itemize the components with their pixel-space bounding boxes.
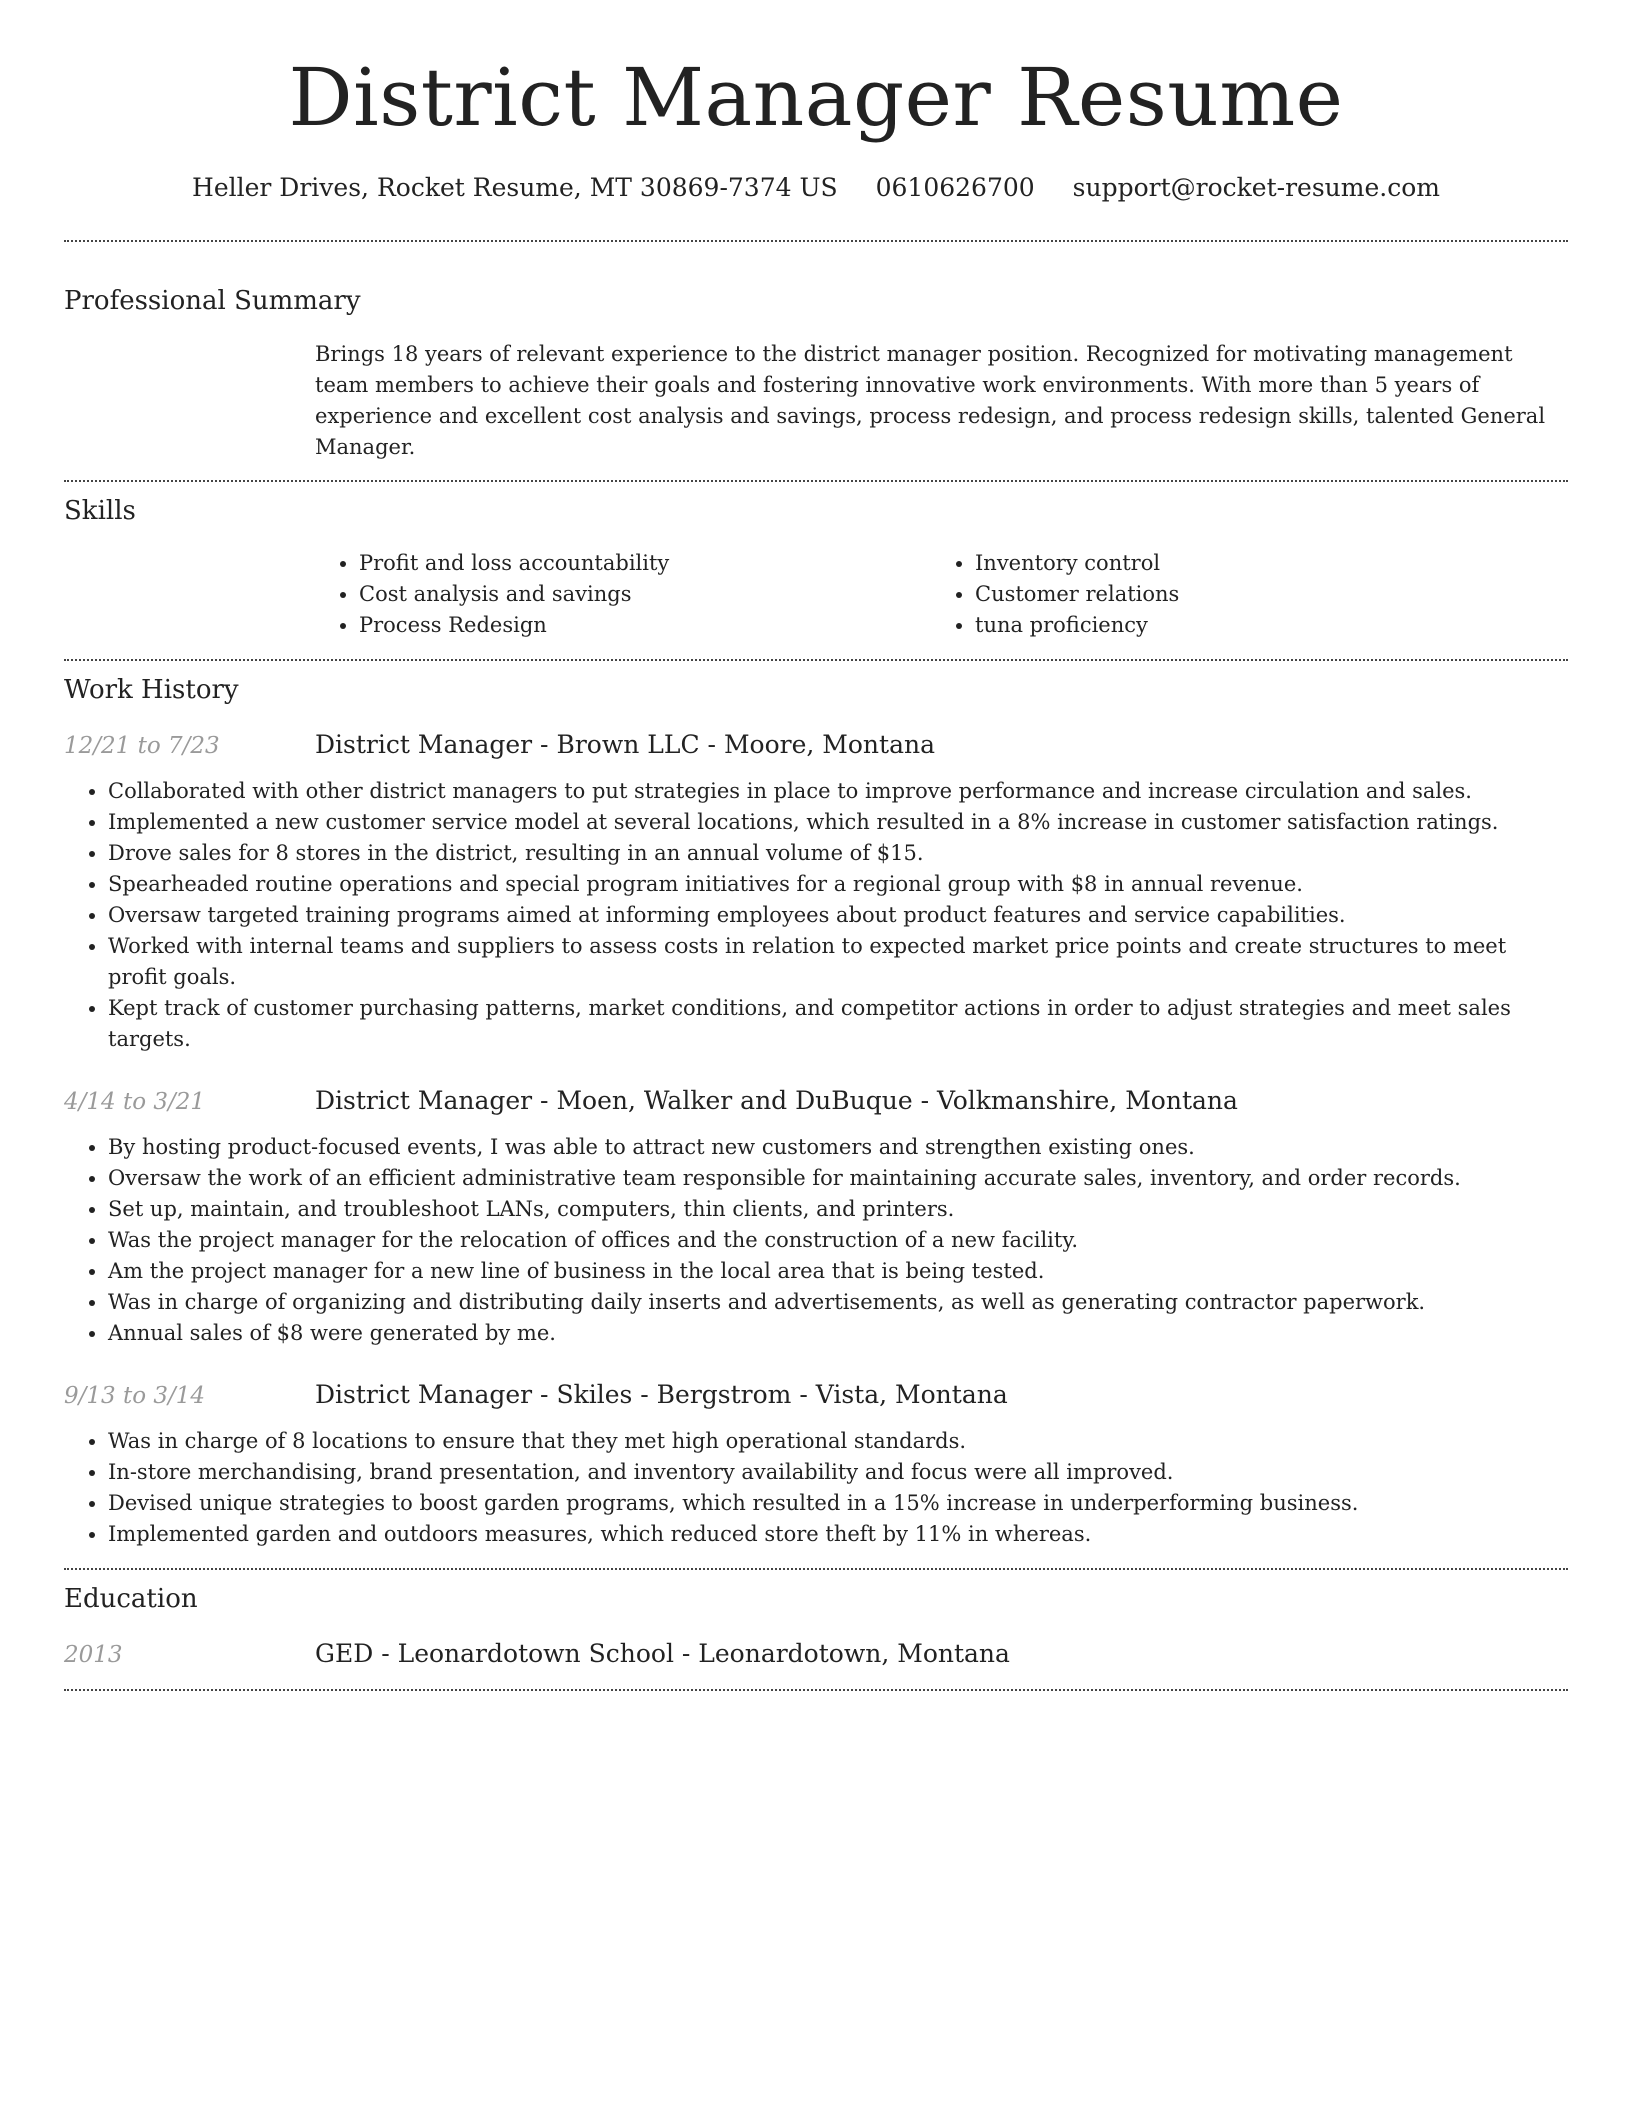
job-header [64, 729, 1568, 762]
education-heading: Education [64, 1584, 198, 1614]
education-year: 2013 [64, 1642, 123, 1668]
job-title: District Manager - Brown LLC - Moore, Montana [315, 730, 935, 759]
resume-title: District Manager Resume [288, 51, 1344, 144]
job-bullet: • Oversaw the work of an efficient administrative team responsible for maintaining accurate sales, inventory, and order records. [108, 1163, 1568, 1194]
job-dates: 9/13 to 3/14 [64, 1383, 206, 1409]
job-bullet: • Was in charge of 8 locations to ensure that they met high operational standards. [108, 1426, 1568, 1457]
skill-item: • Cost analysis and savings [359, 579, 931, 610]
job-bullet: • In-store merchandising, brand presentation, and inventory availability and focus were all improved. [108, 1457, 1568, 1488]
job-bullets [64, 1132, 1568, 1349]
job-bullet: • Devised unique strategies to boost garden programs, which resulted in a 15% increase in underperforming business. [108, 1488, 1568, 1519]
contact-email: support@rocket-resume.com [1072, 173, 1440, 202]
job-title: District Manager - Moen, Walker and DuBuque - Volkmanshire, Montana [315, 1086, 1238, 1115]
skills-list [315, 548, 1568, 641]
job-bullet: • Worked with internal teams and suppliers to assess costs in relation to expected market price points and create structures to meet profit goals. [108, 931, 1568, 993]
job-bullets [64, 1426, 1568, 1550]
skill-item: • Inventory control [975, 548, 1547, 579]
job-bullet: • Implemented garden and outdoors measures, which reduced store theft by 11% in whereas. [108, 1519, 1568, 1550]
skill-item: • Customer relations [975, 579, 1547, 610]
divider [64, 240, 1568, 242]
divider [64, 1568, 1568, 1570]
job-header [64, 1379, 1568, 1412]
job-entry [64, 1085, 1568, 1349]
job-bullet: • Was in charge of organizing and distributing daily inserts and advertisements, as well as generating contractor paperwork. [108, 1287, 1568, 1318]
job-title: District Manager - Skiles - Bergstrom - Vista, Montana [315, 1380, 1008, 1409]
job-bullet: • Was the project manager for the relocation of offices and the construction of a new facility. [108, 1225, 1568, 1256]
work-heading: Work History [64, 675, 239, 705]
job-bullet: • Drove sales for 8 stores in the district, resulting in an annual volume of $15. [108, 838, 1568, 869]
job-bullet: • Kept track of customer purchasing patterns, market conditions, and competitor actions in order to adjust strategies and meet sales targets. [108, 993, 1568, 1055]
job-bullet: • By hosting product-focused events, I was able to attract new customers and strengthen existing ones. [108, 1132, 1568, 1163]
divider [64, 1689, 1568, 1691]
job-bullets [64, 776, 1568, 1055]
job-dates: 4/14 to 3/21 [64, 1089, 206, 1115]
job-bullet: • Annual sales of $8 were generated by me. [108, 1318, 1568, 1349]
job-header [64, 1085, 1568, 1118]
skill-item: • tuna proficiency [975, 610, 1547, 641]
job-bullet: • Implemented a new customer service model at several locations, which resulted in a 8% increase in customer satisfaction ratings. [108, 807, 1568, 838]
job-dates: 12/21 to 7/23 [64, 733, 220, 759]
job-bullet: • Am the project manager for a new line of business in the local area that is being tested. [108, 1256, 1568, 1287]
skill-item: • Process Redesign [359, 610, 931, 641]
job-bullet: • Collaborated with other district managers to put strategies in place to improve performance and increase circulation and sales. [108, 776, 1568, 807]
skills-column-1 [315, 548, 931, 641]
job-entry [64, 729, 1568, 1055]
summary-heading: Professional Summary [64, 286, 361, 316]
job-bullet: • Set up, maintain, and troubleshoot LANs, computers, thin clients, and printers. [108, 1194, 1568, 1225]
summary-block [315, 339, 1568, 463]
job-bullet: • Oversaw targeted training programs aimed at informing employees about product features and service capabilities. [108, 900, 1568, 931]
contact-line [64, 172, 1568, 204]
skills-heading: Skills [64, 496, 136, 526]
contact-phone: 0610626700 [875, 173, 1035, 202]
job-bullet: • Spearheaded routine operations and special program initiatives for a regional group with $8 in annual revenue. [108, 869, 1568, 900]
skill-item: • Profit and loss accountability [359, 548, 931, 579]
education-entry [64, 1638, 1568, 1671]
divider [64, 480, 1568, 482]
job-entry [64, 1379, 1568, 1550]
summary-text: Brings 18 years of relevant experience to the district manager position. Recognized for motivating management team members to achieve their goals and fostering innovative work environments. With more than 5 years of experience and excellent cost analysis and savings, process redesign, and process redesign skills, talented General Manager. [315, 342, 1546, 459]
education-title: GED - Leonardotown School - Leonardotown, Montana [315, 1639, 1010, 1668]
contact-address: Heller Drives, Rocket Resume, MT 30869-7374 US [192, 173, 838, 202]
divider [64, 659, 1568, 661]
skills-column-2 [931, 548, 1547, 641]
